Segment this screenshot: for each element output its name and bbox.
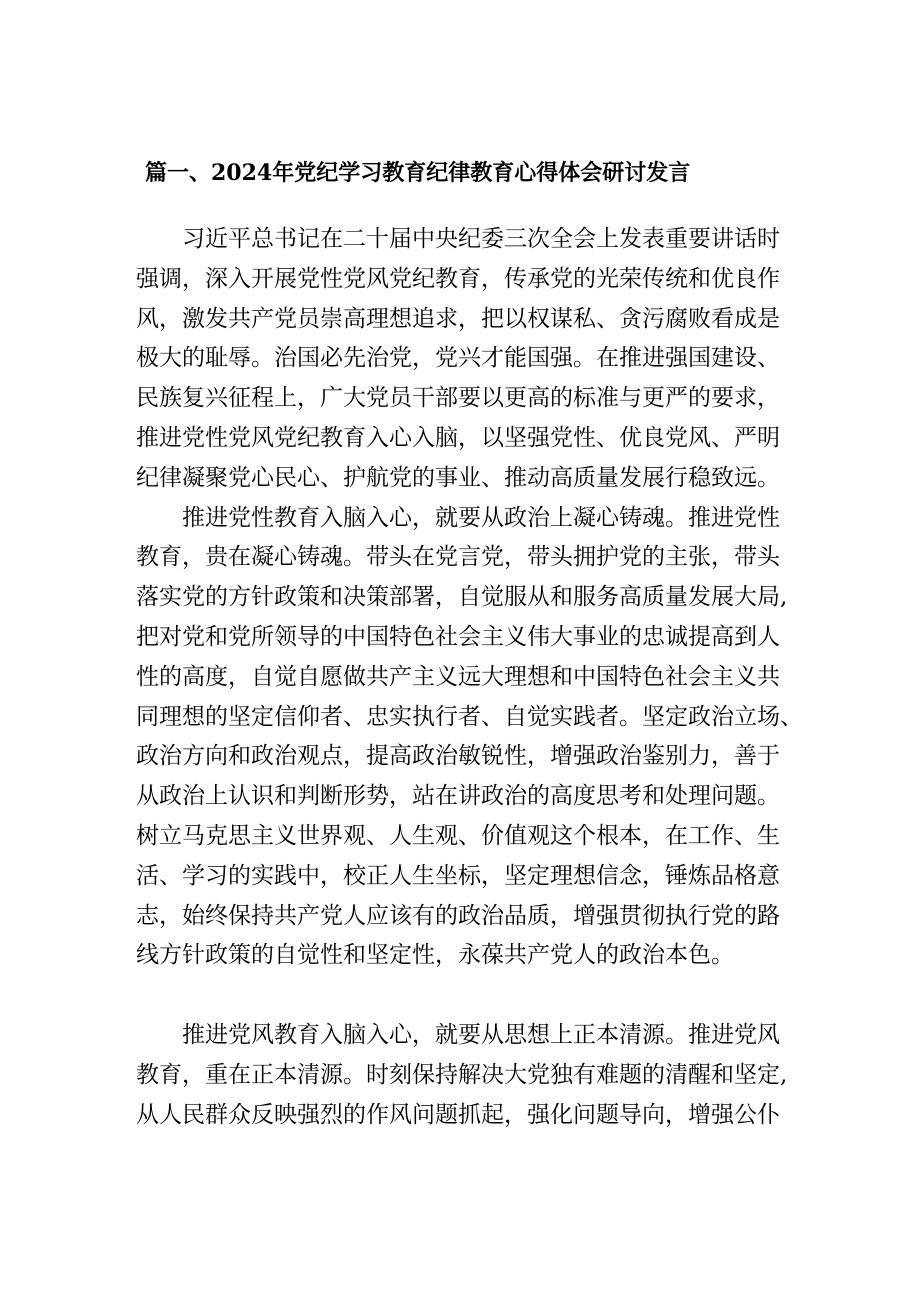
text-line: 推进党性党风党纪教育入心入脑，以坚强党性、优良党风、严明 — [136, 424, 780, 451]
paragraph — [136, 1016, 804, 1135]
paragraph — [136, 220, 804, 499]
text-line: 线方针政策的自觉性和坚定性，永葆共产党人的政治本色。 — [136, 942, 734, 969]
text-line: 从政治上认识和判断形势，站在讲政治的高度思考和处理问题。 — [136, 783, 780, 810]
text-line: 推进党性教育入脑入心，就要从政治上凝心铸魂。推进党性 — [182, 504, 780, 531]
text-line: 同理想的坚定信仰者、忠实执行者、自觉实践者。坚定政治立场、 — [136, 703, 803, 730]
text-line — [136, 976, 804, 1016]
text-line: 性的高度，自觉自愿做共产主义远大理想和中国特色社会主义共 — [136, 663, 780, 690]
text-line: 纪律凝聚党心民心、护航党的事业、推动高质量发展行稳致远。 — [136, 464, 780, 491]
paragraph — [136, 499, 804, 1016]
text-line: 志，始终保持共产党人应该有的政治品质，增强贯彻执行党的路 — [136, 902, 780, 929]
text-line: 从人民群众反映强烈的作风问题抓起，强化问题导向，增强公仆 — [136, 1101, 780, 1128]
text-line: 风，激发共产党员崇高理想追求，把以权谋私、贪污腐败看成是 — [136, 305, 780, 332]
text-line: 极大的耻辱。治国必先治党，党兴才能国强。在推进强国建设、 — [136, 345, 780, 372]
text-line: 强调，深入开展党性党风党纪教育，传承党的光荣传统和优良作 — [136, 265, 780, 292]
text-line: 活、学习的实践中，校正人生坐标，坚定理想信念，锤炼品格意 — [136, 862, 780, 889]
text-line: 教育，贵在凝心铸魂。带头在党言党，带头拥护党的主张，带头 — [136, 544, 780, 571]
text-line: 政治方向和政治观点，提高政治敏锐性，增强政治鉴别力，善于 — [136, 743, 780, 770]
document-title: 篇一、2024年党纪学习教育纪律教育心得体会研讨发言 — [145, 160, 691, 186]
text-line: 落实党的方针政策和决策部署，自觉服从和服务高质量发展大局, — [136, 584, 788, 611]
text-line: 树立马克思主义世界观、人生观、价值观这个根本，在工作、生 — [136, 822, 780, 849]
text-line: 把对党和党所领导的中国特色社会主义伟大事业的忠诚提高到人 — [136, 623, 780, 650]
text-line: 民族复兴征程上，广大党员干部要以更高的标准与更严的要求， — [136, 385, 780, 412]
text-line: 教育，重在正本清源。时刻保持解决大党独有难题的清醒和坚定, — [136, 1061, 788, 1088]
document-body — [136, 220, 804, 1135]
text-line: 习近平总书记在二十届中央纪委三次全会上发表重要讲话时 — [182, 226, 780, 252]
text-line: 推进党风教育入脑入心，就要从思想上正本清源。推进党风 — [182, 1021, 780, 1048]
